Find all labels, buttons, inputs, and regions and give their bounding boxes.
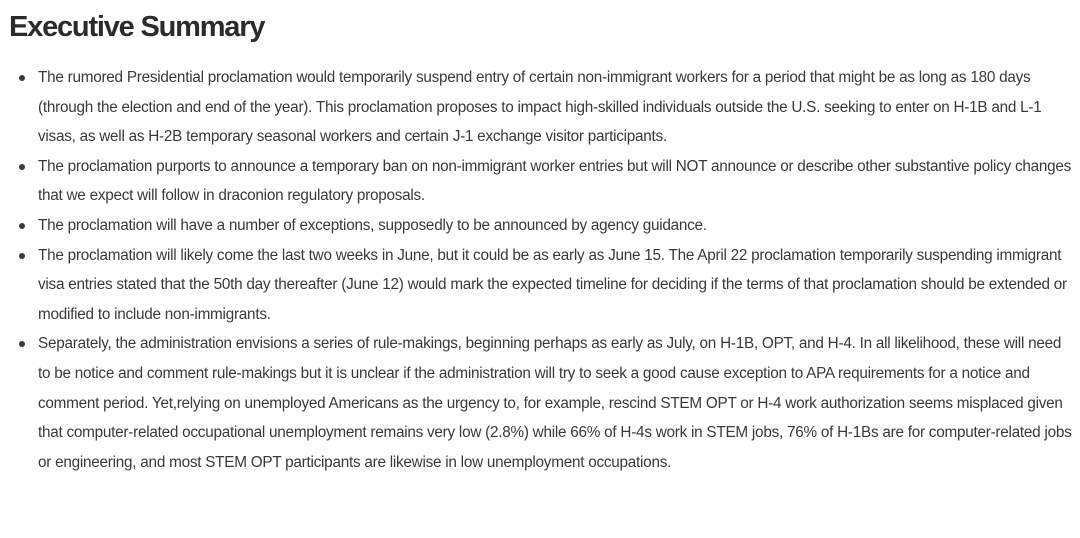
bullet-item-rule-makings: Separately, the administration envisions a series of rule-makings, beginning perhaps as early as July, on H-1B, OPT, and H-4. In all likelihood, these will need to be notice and comment rule-makings but it is unclear if the administration will try to seek a good cause exception to APA requirements for a notice and comment period. Yet,relying on unemployed Americans as the urgency to, for example, rescind STEM OPT or H-4 work authorization seems misplaced given that computer-related occupational unemployment remains very low (2.8%) while 66% of H-4s work in STEM jobs, 76% of H-1Bs are for computer-related jobs or engineering, and most STEM OPT participants are likewise in low unemployment occupations. bbox=[0, 329, 1080, 477]
bullet-item-exceptions: The proclamation will have a number of exceptions, supposedly to be announced by agency guidance. bbox=[0, 211, 1080, 241]
summary-bullet-list bbox=[0, 63, 1080, 477]
page-title: Executive Summary bbox=[9, 11, 265, 43]
bullet-item-timing: The proclamation will likely come the last two weeks in June, but it could be as early as June 15. The April 22 proclamation temporarily suspending immigrant visa entries stated that the 50th day thereafter (June 12) would mark the expected timeline for deciding if the terms of that proclamation should be extended or modified to include non-immigrants. bbox=[0, 241, 1080, 330]
bullet-item-temporary-ban: The proclamation purports to announce a temporary ban on non-immigrant worker entries but will NOT announce or describe other substantive policy changes that we expect will follow in draconion regulatory proposals. bbox=[0, 152, 1080, 211]
bullet-item-proclamation-scope: The rumored Presidential proclamation would temporarily suspend entry of certain non-immigrant workers for a period that might be as long as 180 days (through the election and end of the year). This proclamation proposes to impact high-skilled individuals outside the U.S. seeking to enter on H-1B and L-1 visas, as well as H-2B temporary seasonal workers and certain J-1 exchange visitor participants. bbox=[0, 63, 1080, 152]
